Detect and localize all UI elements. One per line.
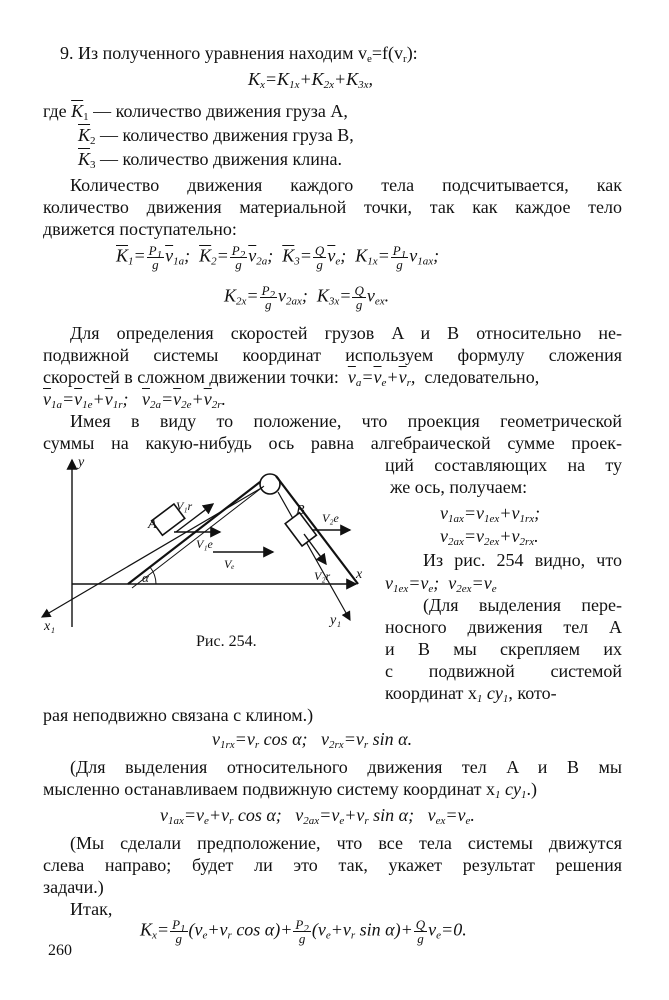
paragraph-line: рая неподвижно связана с клином.) [43, 705, 314, 725]
projection-formula-2: $v_{2ax}=v_{2ex}+v_{2rx}$. [440, 526, 539, 548]
paragraph-line: (Для выделения относительного движения тел A и B мы [70, 757, 622, 777]
paragraph-momentum: Количество движения каждого тела подсчитывается, как [70, 175, 622, 195]
paragraph-line: и B мы скрепляем их [385, 639, 622, 659]
paragraph-line: подвижной системы координат используем формулу сложения [43, 345, 622, 365]
paragraph-line: носного движения тел A [385, 617, 622, 637]
paragraph-line: координат $x_1$ $cy_1$, кото- [385, 683, 557, 705]
label-y1: y₁ [330, 613, 342, 628]
definition-k1: где $\overline{K}_1$ — количество движения груза A, [43, 101, 348, 123]
paragraph-line: движется поступательно: [43, 219, 237, 239]
projection-formula-1: $v_{1ax}=v_{1ex}+v_{1rx}$; [440, 503, 541, 525]
paragraph-line: Имея в виду то положение, что проекция геометрической [70, 411, 622, 431]
label-x1: x₁ [44, 619, 56, 634]
absolute-projections: $v_{1ax}=v_e+v_r$ cos α; $v_{2ax}=v_e+v_r$ sin α; $v_{ex}=v_e$. [160, 805, 475, 827]
label-b: B [296, 503, 305, 518]
y1-axis [278, 492, 350, 620]
definition-k2: $\overline{K}_2$ — количество движения груза B, [78, 125, 354, 147]
relative-projections: $v_{1rx}=v_r$ cos α; $v_{2rx}=v_r$ sin α. [212, 729, 413, 751]
paragraph-line: с подвижной системой [385, 661, 622, 681]
label-v2r: V₂r [314, 569, 331, 583]
projection-equalities: $v_{1ex}=v_e$; $v_{2ex}=v_e$ [385, 573, 497, 595]
paragraph-line: количество движения материальной точки, так как каждое тело [43, 197, 622, 217]
paragraph-line: Для определения скоростей грузов A и B относительно не- [70, 323, 622, 343]
paragraph-line: слева направо; будет ли это так, укажет результат решения [43, 855, 622, 875]
label-y: y [78, 455, 85, 470]
paragraph-line: задачи.) [43, 877, 104, 897]
velocity-sum-formulas: $\overline{v}_{1a}=\overline{v}_{1e}+\overline{v}_{1r}$; $\overline{v}_{2a}=\overline{v}_{2e}+\overline{v}_{2r}$. [43, 389, 226, 411]
label-v1r: V₁r [176, 499, 193, 513]
wedge-left-face [128, 482, 260, 584]
page-number: 260 [48, 942, 72, 959]
paragraph-line: (Мы сделали предположение, что все тела системы движутся [70, 833, 622, 853]
momentum-formulas-1: $\overline{K}_1=$ $\frac{P_1}{g}$ $\overline{v}_{1a}$; $\overline{K}_2=$ $\frac{P_2}{g}$ $\overline{v}_{2a}$; $\overline{K}_3=$ $\frac{Q}{g}$ $\overline{v}_e$; $K_{1x}=$ $\frac{P_1}{g}$ $v_{1ax}$; [116, 243, 440, 272]
paragraph-line: ций составляющих на ту [385, 455, 622, 475]
paragraph-line: Из рис. 254 видно, что [423, 550, 622, 570]
label-alpha: α [142, 570, 149, 585]
momentum-formulas-2: $K_{2x}=$ $\frac{P_2}{g}$ $v_{2ax}$; $K_{3x}=$ $\frac{Q}{g}$ $v_{ex}$. [224, 283, 390, 312]
itak-label: Итак, [70, 899, 113, 919]
label-v1e: V₁e [196, 537, 213, 551]
figure-caption: Рис. 254. [196, 633, 257, 650]
paragraph-line: мысленно останавливаем подвижную систему координат $x_1$ $cy_1$.) [43, 779, 538, 801]
label-a: A [148, 517, 157, 532]
paragraph-line: же ось, получаем: [390, 477, 528, 497]
label-x: x [356, 567, 363, 582]
label-ve: Vₑ [224, 557, 235, 571]
paragraph-line: скоростей в сложном движении точки: $\overline{v}_a=\overline{v}_e+\overline{v}_r$, следовательно, [43, 367, 540, 389]
kx-equation: $K_x=K_{1x}+K_{2x}+K_{3x}$, [248, 69, 374, 91]
paragraph-line: суммы на какую-нибудь ось равна алгебраической сумме проек- [43, 433, 622, 453]
step-9-line: 9. Из полученного уравнения находим $v_e=f(v_r)$: [60, 43, 418, 65]
label-v2e: V₂e [322, 511, 339, 525]
definition-k3: $\overline{K}_3$ — количество движения клина. [78, 149, 342, 171]
final-equation: $K_x=$ $\frac{P_1}{g}$ ($v_e+v_r$ cos α)+ $\frac{P_2}{g}$ ($v_e+v_r$ sin α)+ $\frac{Q}{g}$ $v_e=0$. [140, 917, 467, 946]
paragraph-line: (Для выделения пере- [423, 595, 622, 615]
